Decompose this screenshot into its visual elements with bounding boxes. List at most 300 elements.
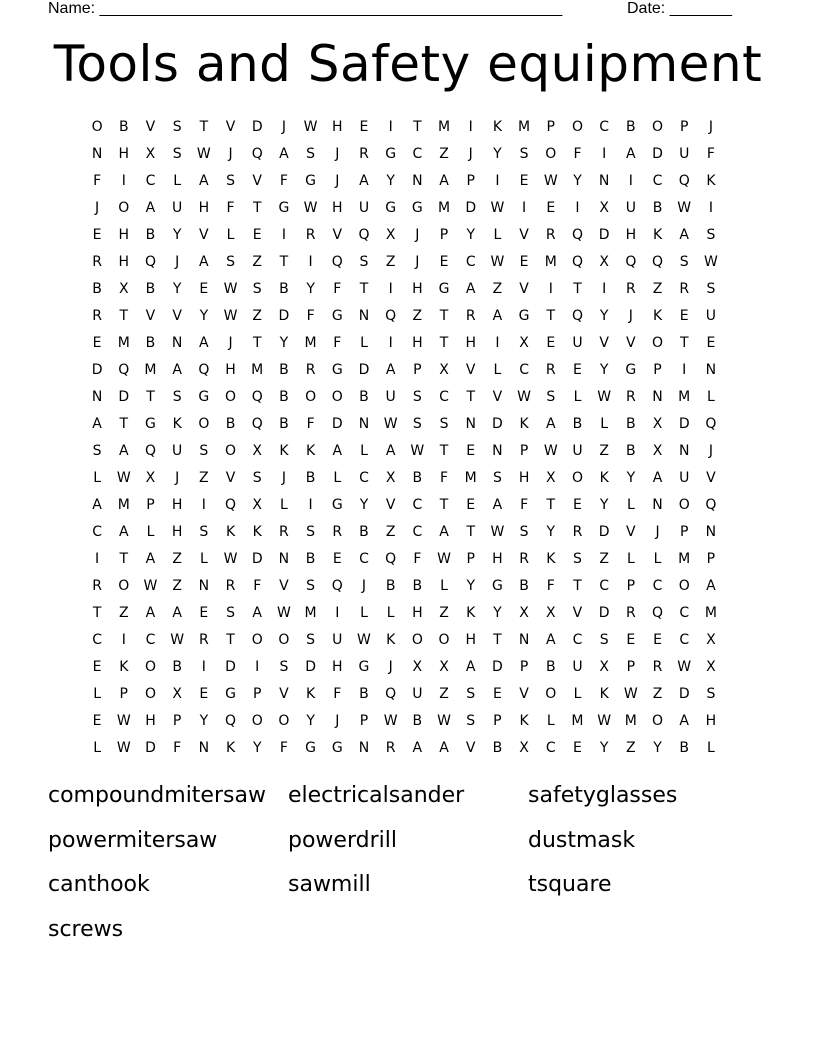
grid-letter: J xyxy=(415,254,420,270)
grid-letter: X xyxy=(599,659,610,675)
grid-letter: T xyxy=(252,200,262,216)
grid-letter: J xyxy=(468,146,474,162)
grid-letter: T xyxy=(359,281,369,297)
grid-letter: F xyxy=(173,740,182,756)
grid-letter: D xyxy=(492,659,504,675)
grid-letter: S xyxy=(679,254,690,270)
grid-letter: R xyxy=(305,227,316,243)
grid-letter: F xyxy=(333,281,342,297)
grid-letter: I xyxy=(95,551,100,567)
grid-letter: G xyxy=(518,308,531,324)
grid-letter: Y xyxy=(199,713,209,729)
grid-letter: V xyxy=(199,227,210,243)
grid-letter: L xyxy=(600,416,609,432)
grid-letter: X xyxy=(652,443,663,459)
grid-letter: B xyxy=(519,578,530,594)
grid-letter: C xyxy=(679,605,690,621)
grid-letter: C xyxy=(412,524,423,540)
grid-letter: A xyxy=(492,308,503,324)
grid-letter: S xyxy=(306,146,316,162)
grid-letter: Q xyxy=(652,605,664,621)
grid-letter: S xyxy=(306,524,316,540)
grid-letter: P xyxy=(146,497,156,513)
grid-letter: H xyxy=(465,632,477,648)
grid-letter: W xyxy=(597,389,612,405)
grid-letter: P xyxy=(439,227,449,243)
grid-letter: N xyxy=(278,551,290,567)
grid-letter: C xyxy=(465,254,477,270)
grid-letter: A xyxy=(199,335,210,351)
grid-letter: Y xyxy=(279,335,289,351)
word-list-item: sawmill xyxy=(288,872,371,897)
grid-letter: X xyxy=(145,470,156,486)
grid-letter: A xyxy=(118,524,130,540)
grid-letter: N xyxy=(705,362,717,378)
grid-letter: C xyxy=(359,551,370,567)
grid-letter: K xyxy=(386,632,396,648)
grid-letter: Z xyxy=(172,551,183,567)
grid-letter: U xyxy=(572,443,584,459)
grid-letter: D xyxy=(145,740,157,756)
grid-letter: Y xyxy=(599,740,609,756)
grid-letter: L xyxy=(573,686,582,702)
grid-letter: Q xyxy=(571,308,584,324)
grid-letter: M xyxy=(437,200,451,216)
grid-letter: J xyxy=(335,146,340,162)
grid-letter: L xyxy=(493,227,502,243)
grid-letter: G xyxy=(411,200,424,216)
name-field-label: Name: ____________________________________________________ xyxy=(48,0,563,17)
grid-letter: S xyxy=(412,416,423,432)
grid-letter: S xyxy=(519,146,530,162)
grid-letter: O xyxy=(331,389,344,405)
grid-letter: G xyxy=(305,173,317,189)
grid-letter: Z xyxy=(172,578,183,594)
grid-letter: M xyxy=(544,254,558,270)
grid-letter: V xyxy=(145,308,156,324)
grid-letter: U xyxy=(412,686,423,702)
grid-letter: Y xyxy=(252,740,262,756)
grid-letter: K xyxy=(599,686,610,702)
grid-letter: P xyxy=(466,551,476,567)
grid-letter: I xyxy=(281,227,287,243)
grid-letter: B xyxy=(412,578,423,594)
grid-letter: F xyxy=(306,308,316,324)
grid-letter: D xyxy=(251,119,264,135)
grid-letter: J xyxy=(708,443,714,459)
word-list-item: safetyglasses xyxy=(528,783,678,808)
grid-letter: Q xyxy=(705,497,717,513)
grid-letter: Q xyxy=(225,497,237,513)
grid-letter: W xyxy=(410,443,425,459)
grid-letter: R xyxy=(92,308,103,324)
grid-letter: D xyxy=(91,362,103,378)
grid-letter: O xyxy=(305,389,317,405)
grid-letter: R xyxy=(519,551,530,567)
grid-letter: K xyxy=(652,308,663,324)
grid-letter: W xyxy=(303,200,319,216)
grid-letter: L xyxy=(360,335,369,351)
grid-letter: A xyxy=(92,497,103,513)
grid-letter: J xyxy=(708,119,714,135)
grid-letter: L xyxy=(573,389,582,405)
grid-letter: W xyxy=(677,659,692,675)
grid-letter: P xyxy=(653,362,663,378)
grid-letter: V xyxy=(279,578,290,594)
grid-letter: V xyxy=(279,686,290,702)
grid-letter: N xyxy=(358,416,370,432)
grid-letter: E xyxy=(519,254,530,270)
grid-letter: O xyxy=(652,713,664,729)
grid-letter: L xyxy=(653,551,662,567)
grid-letter: S xyxy=(546,389,556,405)
grid-letter: N xyxy=(358,740,370,756)
grid-letter: G xyxy=(625,362,637,378)
grid-letter: P xyxy=(679,119,689,135)
grid-letter: B xyxy=(172,659,183,675)
grid-letter: J xyxy=(388,659,394,675)
grid-letter: E xyxy=(92,227,103,243)
grid-letter: N xyxy=(171,335,183,351)
grid-letter: E xyxy=(332,551,343,567)
grid-letter: O xyxy=(118,200,130,216)
grid-letter: H xyxy=(118,146,130,162)
grid-letter: V xyxy=(465,740,476,756)
grid-letter: Z xyxy=(385,254,396,270)
grid-letter: K xyxy=(599,470,610,486)
grid-letter: B xyxy=(279,281,290,297)
word-list xyxy=(48,776,768,954)
grid-letter: P xyxy=(626,578,636,594)
grid-letter: D xyxy=(225,659,237,675)
grid-letter: E xyxy=(573,497,583,513)
grid-letter: L xyxy=(173,173,182,189)
grid-letter: B xyxy=(679,740,690,756)
grid-letter: W xyxy=(223,281,238,297)
grid-letter: U xyxy=(172,443,183,459)
grid-letter: X xyxy=(145,146,156,162)
grid-letter: X xyxy=(706,659,717,675)
grid-letter: N xyxy=(358,308,370,324)
grid-letter: Q xyxy=(251,416,264,432)
grid-letter: H xyxy=(705,713,717,729)
grid-letter: Q xyxy=(571,227,584,243)
grid-letter: X xyxy=(519,605,530,621)
grid-letter: J xyxy=(655,524,661,540)
grid-letter: A xyxy=(279,146,290,162)
grid-letter: W xyxy=(490,524,505,540)
grid-letter: K xyxy=(119,659,129,675)
grid-letter: V xyxy=(519,281,530,297)
grid-letter: X xyxy=(118,281,130,297)
grid-letter: O xyxy=(652,335,664,351)
grid-letter: D xyxy=(492,416,504,432)
grid-letter: O xyxy=(225,443,237,459)
grid-letter: Q xyxy=(652,254,664,270)
grid-letter: Q xyxy=(144,443,157,459)
grid-letter: W xyxy=(383,713,399,729)
grid-letter: I xyxy=(388,119,394,135)
grid-letter: X xyxy=(252,497,263,513)
grid-letter: Y xyxy=(573,173,583,189)
grid-letter: W xyxy=(143,578,158,594)
grid-letter: O xyxy=(678,578,691,594)
grid-letter: O xyxy=(545,686,557,702)
grid-letter: J xyxy=(415,227,420,243)
grid-letter: N xyxy=(598,173,610,189)
grid-letter: E xyxy=(439,254,449,270)
grid-letter: P xyxy=(252,686,262,702)
grid-letter: U xyxy=(572,659,584,675)
grid-letter: F xyxy=(573,146,582,162)
grid-letter: X xyxy=(519,335,530,351)
grid-letter: O xyxy=(225,389,237,405)
grid-letter: Z xyxy=(652,686,663,702)
grid-letter: Y xyxy=(493,605,503,621)
grid-letter: M xyxy=(304,605,318,621)
grid-letter: U xyxy=(679,470,690,486)
grid-letter: K xyxy=(225,524,236,540)
grid-letter: B xyxy=(145,281,156,297)
grid-letter: M xyxy=(571,713,585,729)
grid-letter: G xyxy=(331,362,344,378)
grid-letter: X xyxy=(519,740,530,756)
grid-letter: R xyxy=(305,362,316,378)
grid-letter: P xyxy=(679,524,689,540)
grid-letter: V xyxy=(145,119,156,135)
grid-letter: A xyxy=(439,524,450,540)
grid-letter: X xyxy=(545,605,557,621)
grid-letter: I xyxy=(602,281,607,297)
grid-letter: I xyxy=(388,335,394,351)
grid-letter: L xyxy=(146,524,155,540)
grid-letter: S xyxy=(199,443,209,459)
grid-letter: C xyxy=(519,362,530,378)
grid-letter: I xyxy=(201,497,207,513)
grid-letter: S xyxy=(573,551,583,567)
grid-letter: Q xyxy=(385,308,397,324)
grid-letter: V xyxy=(492,389,503,405)
grid-letter: K xyxy=(546,551,556,567)
grid-letter: K xyxy=(172,416,183,432)
word-list-item: electricalsander xyxy=(288,783,465,808)
grid-letter: J xyxy=(95,200,100,216)
grid-letter: L xyxy=(93,686,102,702)
grid-letter: I xyxy=(335,605,340,621)
grid-letter: W xyxy=(543,173,559,189)
grid-letter: E xyxy=(92,335,103,351)
grid-letter: E xyxy=(546,200,556,216)
grid-letter: G xyxy=(278,200,290,216)
grid-letter: S xyxy=(226,254,236,270)
grid-letter: M xyxy=(117,335,131,351)
grid-letter: F xyxy=(706,146,716,162)
grid-letter: W xyxy=(383,416,399,432)
grid-letter: K xyxy=(466,605,476,621)
grid-letter: J xyxy=(281,470,287,486)
grid-letter: B xyxy=(305,551,316,567)
grid-letter: M xyxy=(678,389,691,405)
grid-letter: E xyxy=(573,740,583,756)
grid-letter: K xyxy=(252,524,263,540)
grid-letter: G xyxy=(225,686,237,702)
grid-letter: T xyxy=(546,497,556,513)
grid-letter: D xyxy=(465,200,477,216)
grid-letter: O xyxy=(278,713,290,729)
grid-letter: L xyxy=(333,470,342,486)
grid-letter: P xyxy=(119,686,129,702)
grid-letter: S xyxy=(466,713,476,729)
grid-letter: H xyxy=(518,470,530,486)
grid-letter: F xyxy=(333,686,342,702)
grid-letter: H xyxy=(465,335,477,351)
grid-letter: K xyxy=(519,713,530,729)
grid-letter: V xyxy=(626,335,637,351)
grid-letter: W xyxy=(357,632,372,648)
grid-letter: C xyxy=(412,497,423,513)
grid-letter: A xyxy=(145,605,156,621)
grid-letter: T xyxy=(466,524,476,540)
grid-letter: D xyxy=(598,227,611,243)
grid-letter: H xyxy=(332,200,344,216)
grid-letter: N xyxy=(678,443,690,459)
grid-letter: H xyxy=(198,200,210,216)
grid-letter: F xyxy=(279,173,289,189)
grid-letter: L xyxy=(546,713,556,729)
grid-letter: C xyxy=(359,470,370,486)
grid-letter: W xyxy=(437,713,452,729)
grid-letter: Q xyxy=(118,362,130,378)
grid-letter: A xyxy=(172,605,183,621)
grid-letter: O xyxy=(438,632,451,648)
worksheet-header xyxy=(48,0,748,20)
grid-letter: Y xyxy=(306,713,316,729)
grid-letter: H xyxy=(118,227,130,243)
grid-letter: P xyxy=(172,713,182,729)
grid-letter: H xyxy=(332,659,344,675)
grid-letter: L xyxy=(386,605,396,621)
grid-letter: B xyxy=(279,389,290,405)
grid-letter: Q xyxy=(571,254,584,270)
grid-letter: O xyxy=(198,416,210,432)
grid-letter: T xyxy=(279,254,289,270)
grid-letter: M xyxy=(624,713,638,729)
grid-letter: I xyxy=(575,200,581,216)
grid-letter: M xyxy=(117,497,131,513)
grid-letter: R xyxy=(198,632,210,648)
grid-letter: V xyxy=(225,119,236,135)
grid-letter: A xyxy=(626,146,637,162)
grid-letter: Q xyxy=(331,254,344,270)
grid-letter: Q xyxy=(331,578,344,594)
grid-letter: W xyxy=(223,551,238,567)
grid-letter: X xyxy=(706,632,717,648)
grid-letter: Z xyxy=(492,281,503,297)
grid-letter: G xyxy=(331,497,344,513)
grid-letter: X xyxy=(652,416,663,432)
grid-letter: P xyxy=(493,713,503,729)
grid-letter: B xyxy=(652,200,663,216)
grid-letter: Y xyxy=(653,740,663,756)
grid-letter: T xyxy=(413,119,423,135)
grid-letter: O xyxy=(251,713,264,729)
grid-letter: V xyxy=(172,308,183,324)
grid-letter: U xyxy=(572,335,584,351)
grid-letter: B xyxy=(412,713,423,729)
grid-letter: S xyxy=(492,470,503,486)
grid-letter: J xyxy=(335,713,340,729)
grid-letter: B xyxy=(626,119,637,135)
grid-letter: X xyxy=(439,659,450,675)
grid-letter: C xyxy=(599,119,610,135)
grid-letter: E xyxy=(199,605,209,621)
grid-letter: W xyxy=(116,713,132,729)
grid-letter: J xyxy=(628,308,634,324)
grid-letter: V xyxy=(252,173,263,189)
grid-letter: E xyxy=(573,362,583,378)
grid-letter: C xyxy=(679,632,690,648)
grid-letter: D xyxy=(278,308,290,324)
grid-letter: A xyxy=(145,551,156,567)
grid-letter: E xyxy=(546,335,556,351)
grid-letter: W xyxy=(623,686,639,702)
grid-letter: I xyxy=(522,200,527,216)
grid-letter: R xyxy=(572,524,583,540)
grid-letter: Q xyxy=(225,713,237,729)
grid-letter: F xyxy=(546,578,556,594)
grid-letter: Y xyxy=(466,227,476,243)
grid-letter: S xyxy=(172,389,183,405)
grid-letter: R xyxy=(92,254,103,270)
grid-letter: D xyxy=(358,362,370,378)
grid-letter: I xyxy=(308,254,314,270)
grid-letter: B xyxy=(145,227,156,243)
word-list-item: powermitersaw xyxy=(48,827,218,853)
grid-letter: R xyxy=(92,578,103,594)
grid-letter: D xyxy=(678,686,691,702)
grid-letter: B xyxy=(412,470,423,486)
grid-letter: W xyxy=(490,200,505,216)
grid-letter: F xyxy=(440,470,449,486)
grid-letter: A xyxy=(545,632,557,648)
grid-letter: O xyxy=(571,470,584,486)
grid-letter: Y xyxy=(172,227,182,243)
grid-letter: W xyxy=(223,308,238,324)
grid-letter: A xyxy=(652,470,663,486)
grid-letter: G xyxy=(491,578,504,594)
grid-letter: G xyxy=(305,740,317,756)
grid-letter: P xyxy=(413,362,423,378)
grid-letter: Z xyxy=(199,470,210,486)
grid-letter: D xyxy=(598,524,611,540)
grid-letter: H xyxy=(412,281,424,297)
grid-letter: N xyxy=(198,740,210,756)
grid-letter: T xyxy=(199,119,209,135)
grid-letter: I xyxy=(308,497,314,513)
grid-letter: W xyxy=(517,389,532,405)
grid-letter: R xyxy=(652,659,663,675)
grid-letter: U xyxy=(705,308,717,324)
grid-letter: N xyxy=(91,389,103,405)
grid-letter: M xyxy=(251,362,264,378)
word-list-item: screws xyxy=(48,916,124,942)
grid-letter: K xyxy=(306,443,316,459)
grid-letter: I xyxy=(201,659,207,675)
grid-letter: A xyxy=(706,578,717,594)
grid-letter: E xyxy=(492,686,503,702)
grid-letter: N xyxy=(198,578,210,594)
grid-letter: A xyxy=(92,416,103,432)
